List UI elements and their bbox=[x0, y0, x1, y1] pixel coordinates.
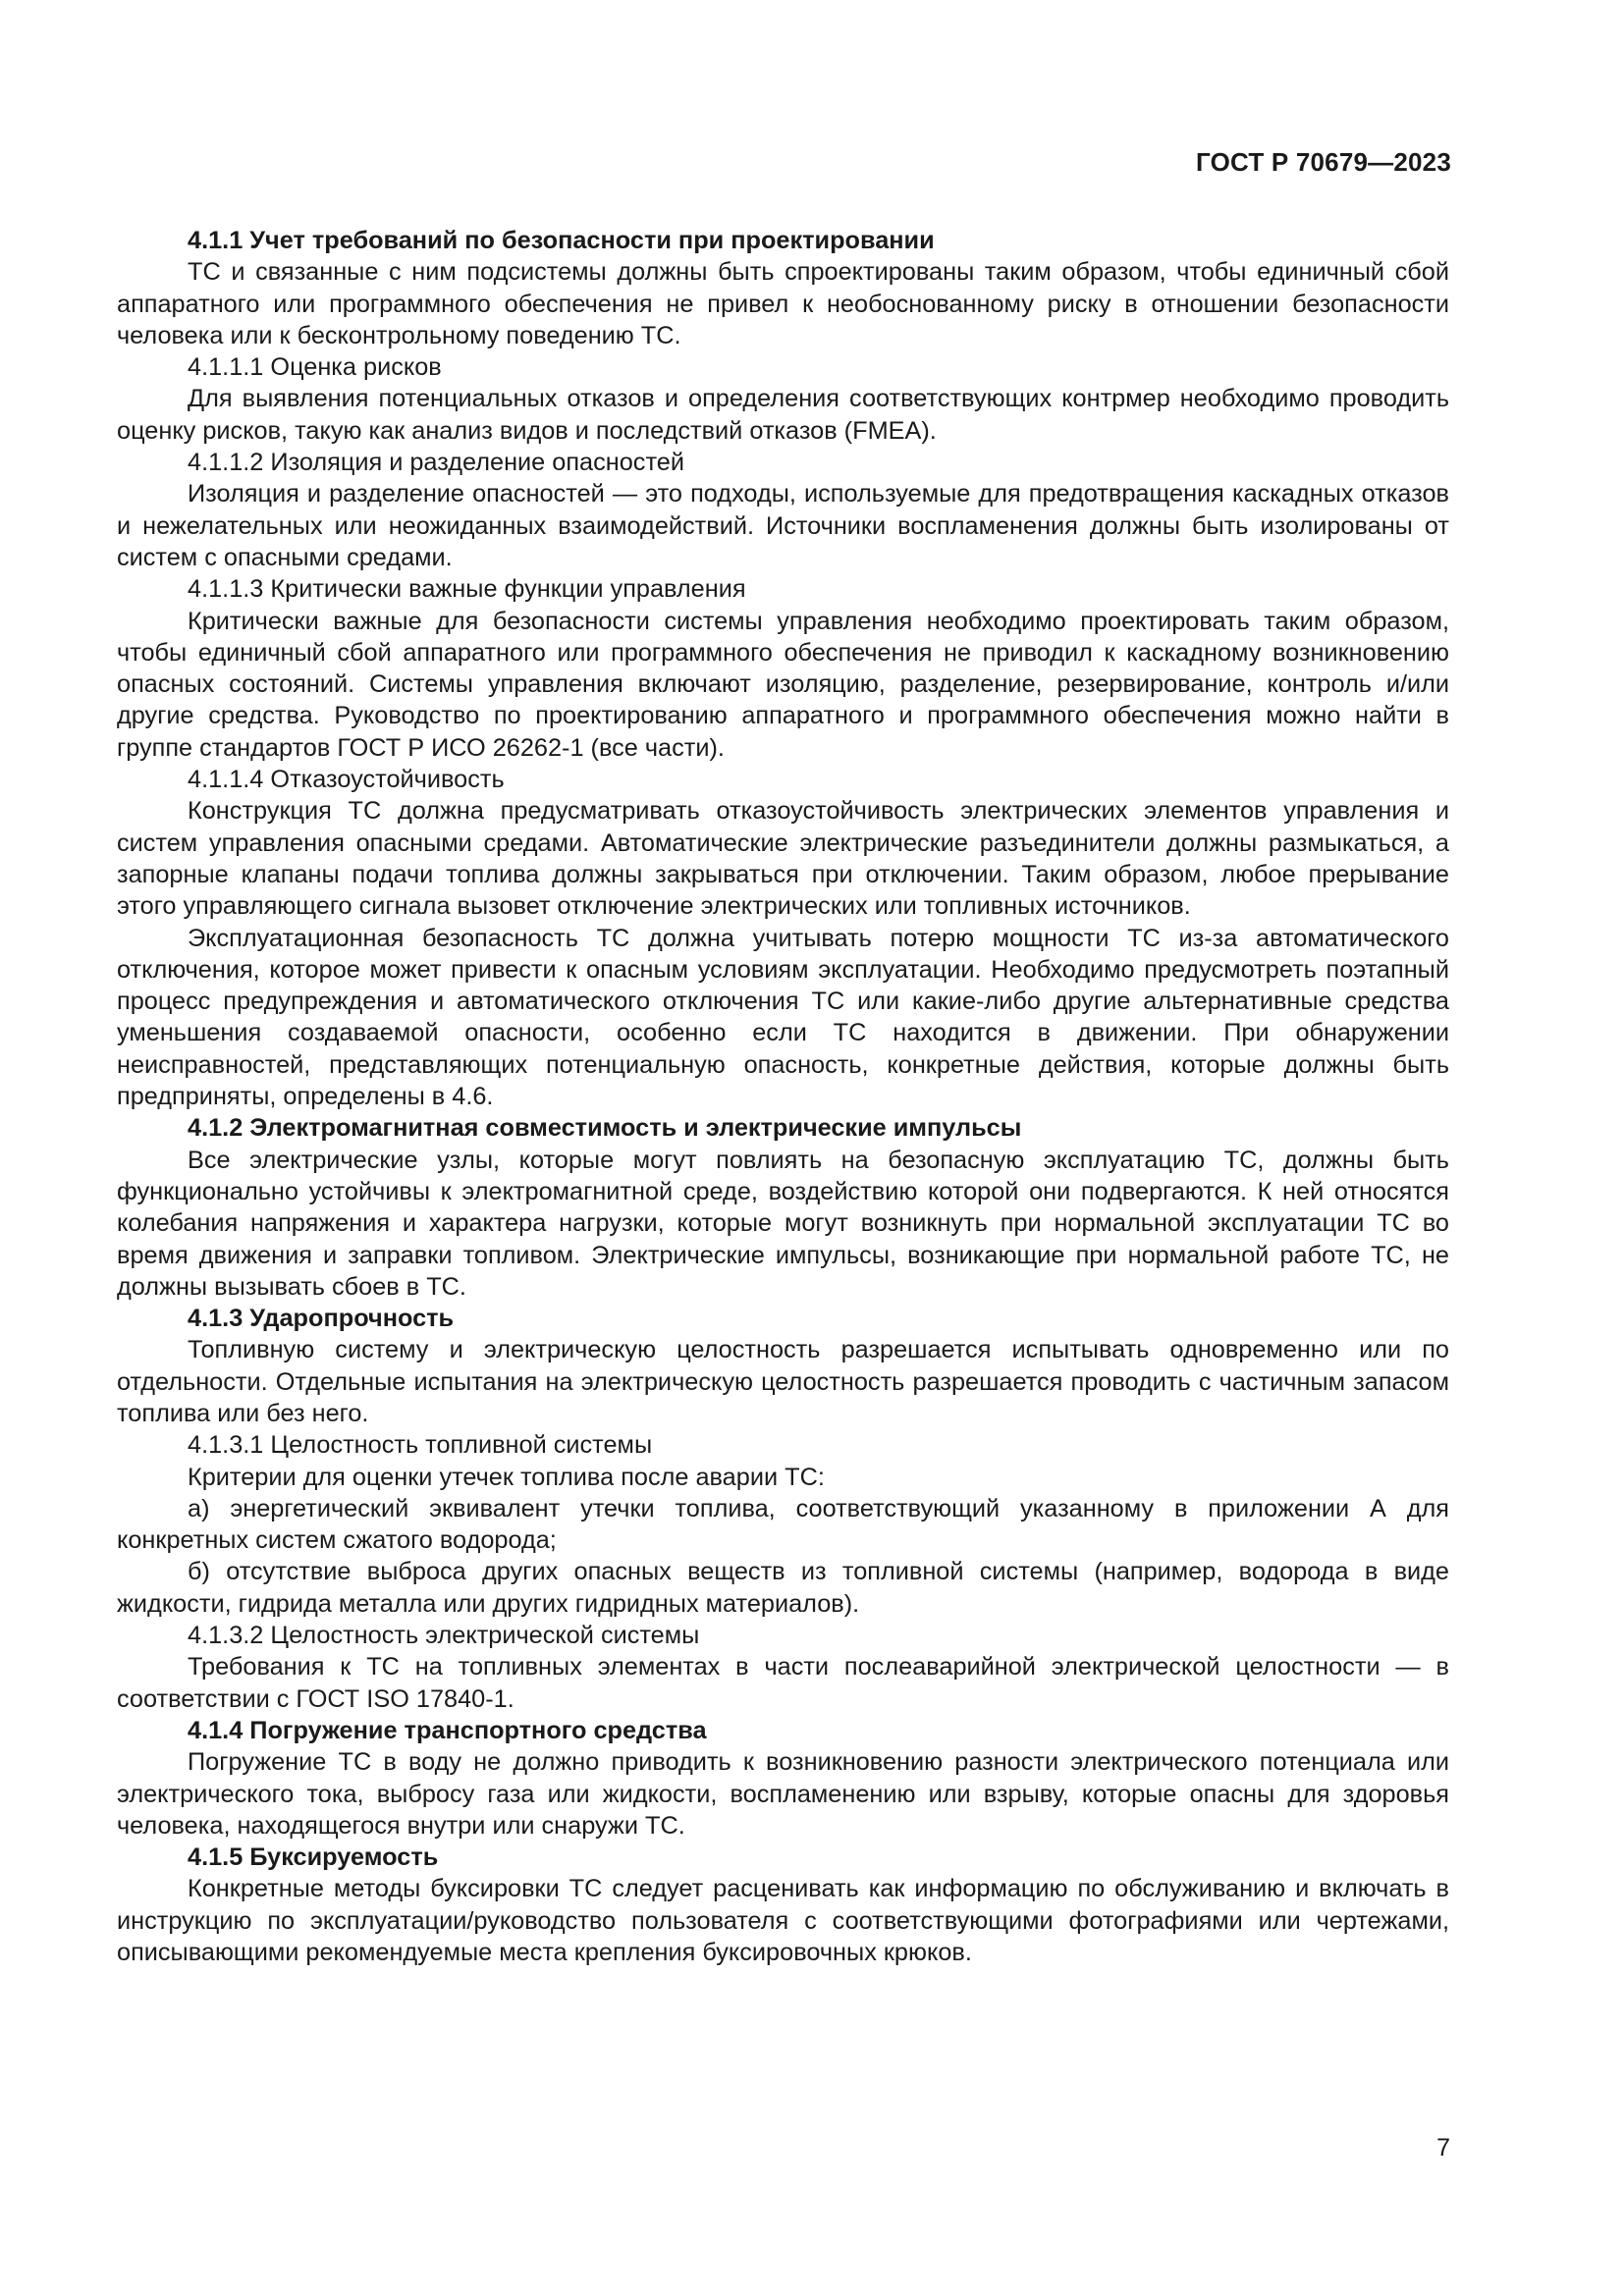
paragraph: ТС и связанные с ним подсистемы должны быть спроектированы таким образом, чтобы единичный сбой аппаратного или программного обеспечения не привел к необоснованному риску в отношении безопасности человека или к бесконтрольному поведению ТС. bbox=[117, 258, 1449, 349]
paragraph: Погружение ТС в воду не должно приводить к возникновению разности электрического потенциала или электрического тока, выбросу газа или жидкости, воспламенению или взрыву, которые опасны для здоровья человека, находящегося внутри или снаружи ТС. bbox=[117, 1748, 1449, 1840]
subsection-title: 4.1.1.3 Критически важные функции управления bbox=[188, 575, 746, 604]
list-item: б) отсутствие выброса других опасных веществ из топливной системы (например, водорода в виде жидкости, гидрида металла или других гидридных материалов). bbox=[117, 1558, 1449, 1618]
paragraph: Топливную систему и электрическую целостность разрешается испытывать одновременно или по отдельности. Отдельные испытания на электрическую целостность разрешается проводить с частичным запасом топлива или без него. bbox=[117, 1336, 1449, 1427]
section-heading-4-1-3: 4.1.3 Ударопрочность bbox=[188, 1305, 455, 1333]
subsection-title: 4.1.1.4 Отказоустойчивость bbox=[188, 766, 505, 794]
subsection-title: 4.1.1.1 Оценка рисков bbox=[188, 353, 442, 382]
subsection-title: 4.1.1.2 Изоляция и разделение опасностей bbox=[188, 449, 684, 477]
paragraph: Эксплуатационная безопасность ТС должна учитывать потерю мощности ТС из-за автоматического отключения, которое может привести к опасным условиям эксплуатации. Необходимо предусмотреть поэтапный процесс предупреждения и автоматического отключения ТС или какие-либо другие альтернативные средства уменьшения создаваемой опасности, особенно если ТС находится в движении. При обнаружении неисправностей, представляющих потенциальную опасность, конкретные действия, которые должны быть предприняты, определены в 4.6. bbox=[117, 924, 1449, 1111]
paragraph: Для выявления потенциальных отказов и определения соответствующих контрмер необходимо проводить оценку рисков, такую как анализ видов и последствий отказов (FMEA). bbox=[117, 385, 1449, 445]
paragraph: Требования к ТС на топливных элементах в части послеаварийной электрической целостности — в соответствии с ГОСТ ISO 17840-1. bbox=[117, 1653, 1449, 1713]
paragraph: Изоляция и разделение опасностей — это подходы, используемые для предотвращения каскадных отказов и нежелательных или неожиданных взаимодействий. Источники воспламенения должны быть изолированы от систем с опасными средами. bbox=[117, 480, 1449, 571]
paragraph: Конструкция ТС должна предусматривать отказоустойчивость электрических элементов управления и систем управления опасными средами. Автоматические электрические разъединители должны размыкаться, а запорные клапаны подачи топлива должны закрываться при отключении. Таким образом, любое прерывание этого управляющего сигнала вызовет отключение электрических или топливных источников. bbox=[117, 797, 1449, 921]
paragraph: Критерии для оценки утечек топлива после аварии ТС: bbox=[188, 1463, 825, 1491]
subsection-title: 4.1.3.2 Целостность электрической системы bbox=[188, 1622, 700, 1650]
page-number: 7 bbox=[1436, 2134, 1450, 2162]
paragraph: Критически важные для безопасности системы управления необходимо проектировать таким образом, чтобы единичный сбой аппаратного или программного обеспечения не приводил к каскадному возникновению опасных состояний. Системы управления включают изоляцию, разделение, резервирование, контроль и/или другие средства. Руководство по проектированию аппаратного и программного обеспечения можно найти в группе стандартов ГОСТ Р ИСО 26262-1 (все части). bbox=[117, 607, 1449, 762]
paragraph: Все электрические узлы, которые могут повлиять на безопасную эксплуатацию ТС, должны быть функционально устойчивы к электромагнитной среде, воздействию которой они подвергаются. К ней относятся колебания напряжения и характера нагрузки, которые могут возникнуть при нормальной эксплуатации ТС во время движения и заправки топливом. Электрические импульсы, возникающие при нормальной работе ТС, не должны вызывать сбоев в ТС. bbox=[117, 1146, 1449, 1301]
section-heading-4-1-5: 4.1.5 Буксируемость bbox=[188, 1843, 439, 1872]
section-heading-4-1-2: 4.1.2 Электромагнитная совместимость и электрические импульсы bbox=[188, 1114, 1022, 1143]
paragraph: Конкретные методы буксировки ТС следует расценивать как информацию по обслуживанию и включать в инструкцию по эксплуатации/руководство пользователя с соответствующими фотографиями или чертежами, описывающими рекомендуемые места крепления буксировочных крюков. bbox=[117, 1875, 1449, 1967]
document-code: ГОСТ Р 70679—2023 bbox=[1196, 147, 1451, 177]
document-body bbox=[117, 225, 1449, 1968]
list-item: а) энергетический эквивалент утечки топлива, соответствующий указанному в приложении А для конкретных систем сжатого водорода; bbox=[117, 1494, 1449, 1555]
section-heading-4-1-4: 4.1.4 Погружение транспортного средства bbox=[188, 1716, 707, 1744]
subsection-title: 4.1.3.1 Целостность топливной системы bbox=[188, 1431, 653, 1460]
section-heading-4-1-1: 4.1.1 Учет требований по безопасности при проектировании bbox=[188, 227, 935, 254]
